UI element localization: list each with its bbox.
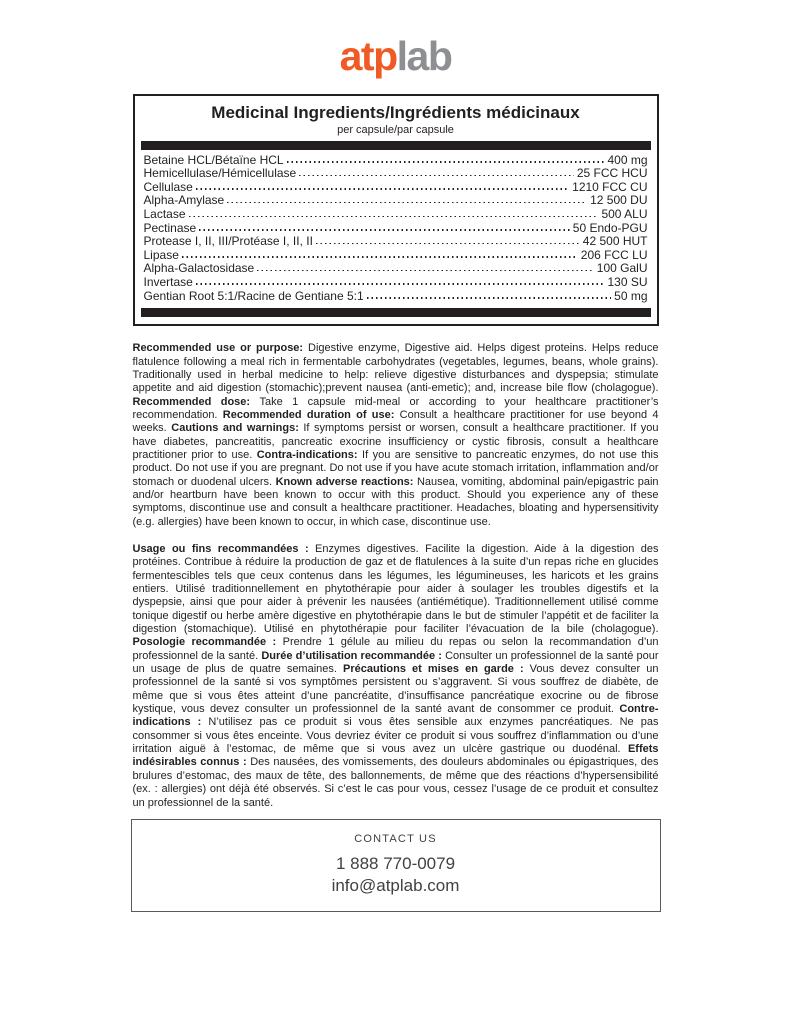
top-divider-bar	[141, 141, 651, 150]
ingredient-name: Alpha-Amylase	[143, 193, 225, 208]
ingredient-name: Betaine HCL/Bétaïne HCL	[143, 152, 284, 167]
ingredient-value: 400 mg	[607, 152, 648, 167]
ingredient-value: 12 500 DU	[590, 193, 648, 208]
contact-phone: 1 888 770-0079	[335, 853, 456, 873]
ingredient-row	[144, 208, 648, 222]
ingredient-name: Lipase	[143, 247, 179, 262]
ingredient-row	[144, 262, 648, 276]
ingredient-value: 100 GalU	[596, 261, 648, 276]
ingredient-row	[144, 235, 648, 249]
brand-logo-lab: lab	[396, 33, 452, 79]
medicinal-ingredients-panel	[133, 94, 659, 326]
directions-english: Recommended use or purpose: Digestive enzyme, Digestive aid. Helps digest proteins. Helps reduce flatulence following a meal rich in fermentable carbohydrates (vegetables, legumes, beans, whole grains). Traditionally used in herbal medicine to help: relieve digestive disturbances and dyspepsia; stimulate appetite and aid digestion (stomachic);prevent nausea (anti-emetic); and, increase bile flow (cholagogue). Recommended dose: Take 1 capsule mid-meal or according to your healthcare practitioner’s recommendation. Recommended duration of use: Consult a healthcare practitioner for use beyond 4 weeks. Cautions and warnings: If symptoms persist or worsen, consult a healthcare practitioner. If you have diabetes, pancreatitis, pancreatic exocrine insufficiency or cystic fibrosis, consult a healthcare practitioner prior to use. Contra-indications: If you are sensitive to pancreatic enzymes, do not use this product. Do not use if you are pregnant. Do not use if you have acute stomach irritation, inflammation and/or stomach or duodenal ulcers. Known adverse reactions: Nausea, vomiting, abdominal pain/epigastric pain and/or heartburn have been known to occur with this product. Should you experience any of these symptoms, discontinue use and consult a healthcare practitioner. Headaches, bloating and hypersensitivity (e.g. allergies) have been known to occur, in which case, discontinue use.	[132, 342, 659, 528]
bottom-divider-bar	[141, 308, 651, 317]
directions-french: Usage ou fins recommandées : Enzymes digestives. Facilite la digestion. Aide à la digestion des protéines. Contribue à réduire la production de gaz et de flatulences à la suite d’un repas riche en glucides fermentescibles tels que ceux contenus dans les légumes, les légumineuses, les haricots et les grains entiers. Utilisé traditionnellement en phytothérapie pour aider à soulager les troubles digestifs et la dyspepsie, ainsi que pour aider à prévenir les nausées (antiémétique). Traditionnellement utilisé comme tonique digestif ou herbe amère digestive en phytothérapie dans le but de stimuler l’appétit et de faciliter la digestion (stomachique). Utilisé en phytothérapie pour faciliter l’évacuation de la bile (cholagogue). Posologie recommandée : Prendre 1 gélule au milieu du repas ou selon la recommandation d’un professionnel de la santé. Durée d’utilisation recommandée : Consulter un professionnel de la santé pour un usage de plus de quatre semaines. Précautions et mises en garde : Vous devez consulter un professionnel de la santé si vos symptômes persistent ou s’aggravent. Si vous souffrez de diabète, de même que si vous êtes atteint d’une pancréatite, d’insuffisance pancréatique exocrine ou de fibrose kystique, vous devez consulter un professionnel de la santé avant de consommer ce produit. Contre-indications : N’utilisez pas ce produit si vous êtes sensible aux enzymes pancréatiques. Ne pas consommer si vous êtes enceinte. Vous devriez éviter ce produit si vous souffrez d’inflammation ou d’une irritation aiguë à l’estomac, de même que si vous avez un ulcère gastrique ou duodénal. Effets indésirables connus : Des nausées, des vomissements, des douleurs abdominales ou épigastriques, des brulures d’estomac, des maux de tête, des ballonnements, de même que des réactions d’hypersensibilité (ex. : allergies) ont déjà été observés. Si c’est le cas pour vous, cessez l’usage de ce produit et consultez un professionnel de la santé.	[132, 542, 659, 809]
contact-email: info@atplab.com	[331, 875, 460, 895]
ingredient-row	[144, 290, 648, 304]
ingredient-value: 50 mg	[614, 288, 648, 303]
ingredient-name: Hemicellulase/Hémicellulase	[143, 166, 297, 181]
ingredient-value: 42 500 HUT	[582, 234, 648, 249]
ingredient-name: Invertase	[143, 274, 193, 289]
panel-title: Medicinal Ingredients/Ingrédients médicinaux	[211, 103, 580, 123]
ingredient-value: 206 FCC LU	[580, 247, 648, 262]
ingredient-value: 50 Endo-PGU	[572, 220, 648, 235]
panel-subtitle: per capsule/par capsule	[337, 123, 454, 136]
ingredient-name: Lactase	[143, 207, 186, 222]
ingredient-rows	[135, 150, 657, 309]
ingredient-row	[144, 194, 648, 208]
ingredient-value: 500 ALU	[601, 207, 648, 222]
ingredient-name: Alpha-Galactosidase	[143, 261, 255, 276]
brand-logo	[0, 0, 791, 79]
ingredient-row	[144, 167, 648, 181]
ingredient-row	[144, 249, 648, 263]
ingredient-row	[144, 154, 648, 168]
ingredient-value: 130 SU	[607, 274, 648, 289]
ingredient-row	[144, 181, 648, 195]
ingredient-row	[144, 222, 648, 236]
ingredient-name: Cellulase	[143, 179, 193, 194]
ingredient-value: 25 FCC HCU	[576, 166, 648, 181]
ingredient-row	[144, 276, 648, 290]
ingredient-name: Gentian Root 5:1/Racine de Gentiane 5:1	[143, 288, 364, 303]
ingredient-name: Protease I, II, III/Protéase I, II, II	[143, 234, 313, 249]
contact-box	[131, 819, 661, 912]
contact-title: CONTACT US	[354, 832, 437, 845]
ingredient-name: Pectinase	[143, 220, 197, 235]
brand-logo-atp: atp	[339, 33, 397, 79]
ingredient-value: 1210 FCC CU	[572, 179, 648, 194]
